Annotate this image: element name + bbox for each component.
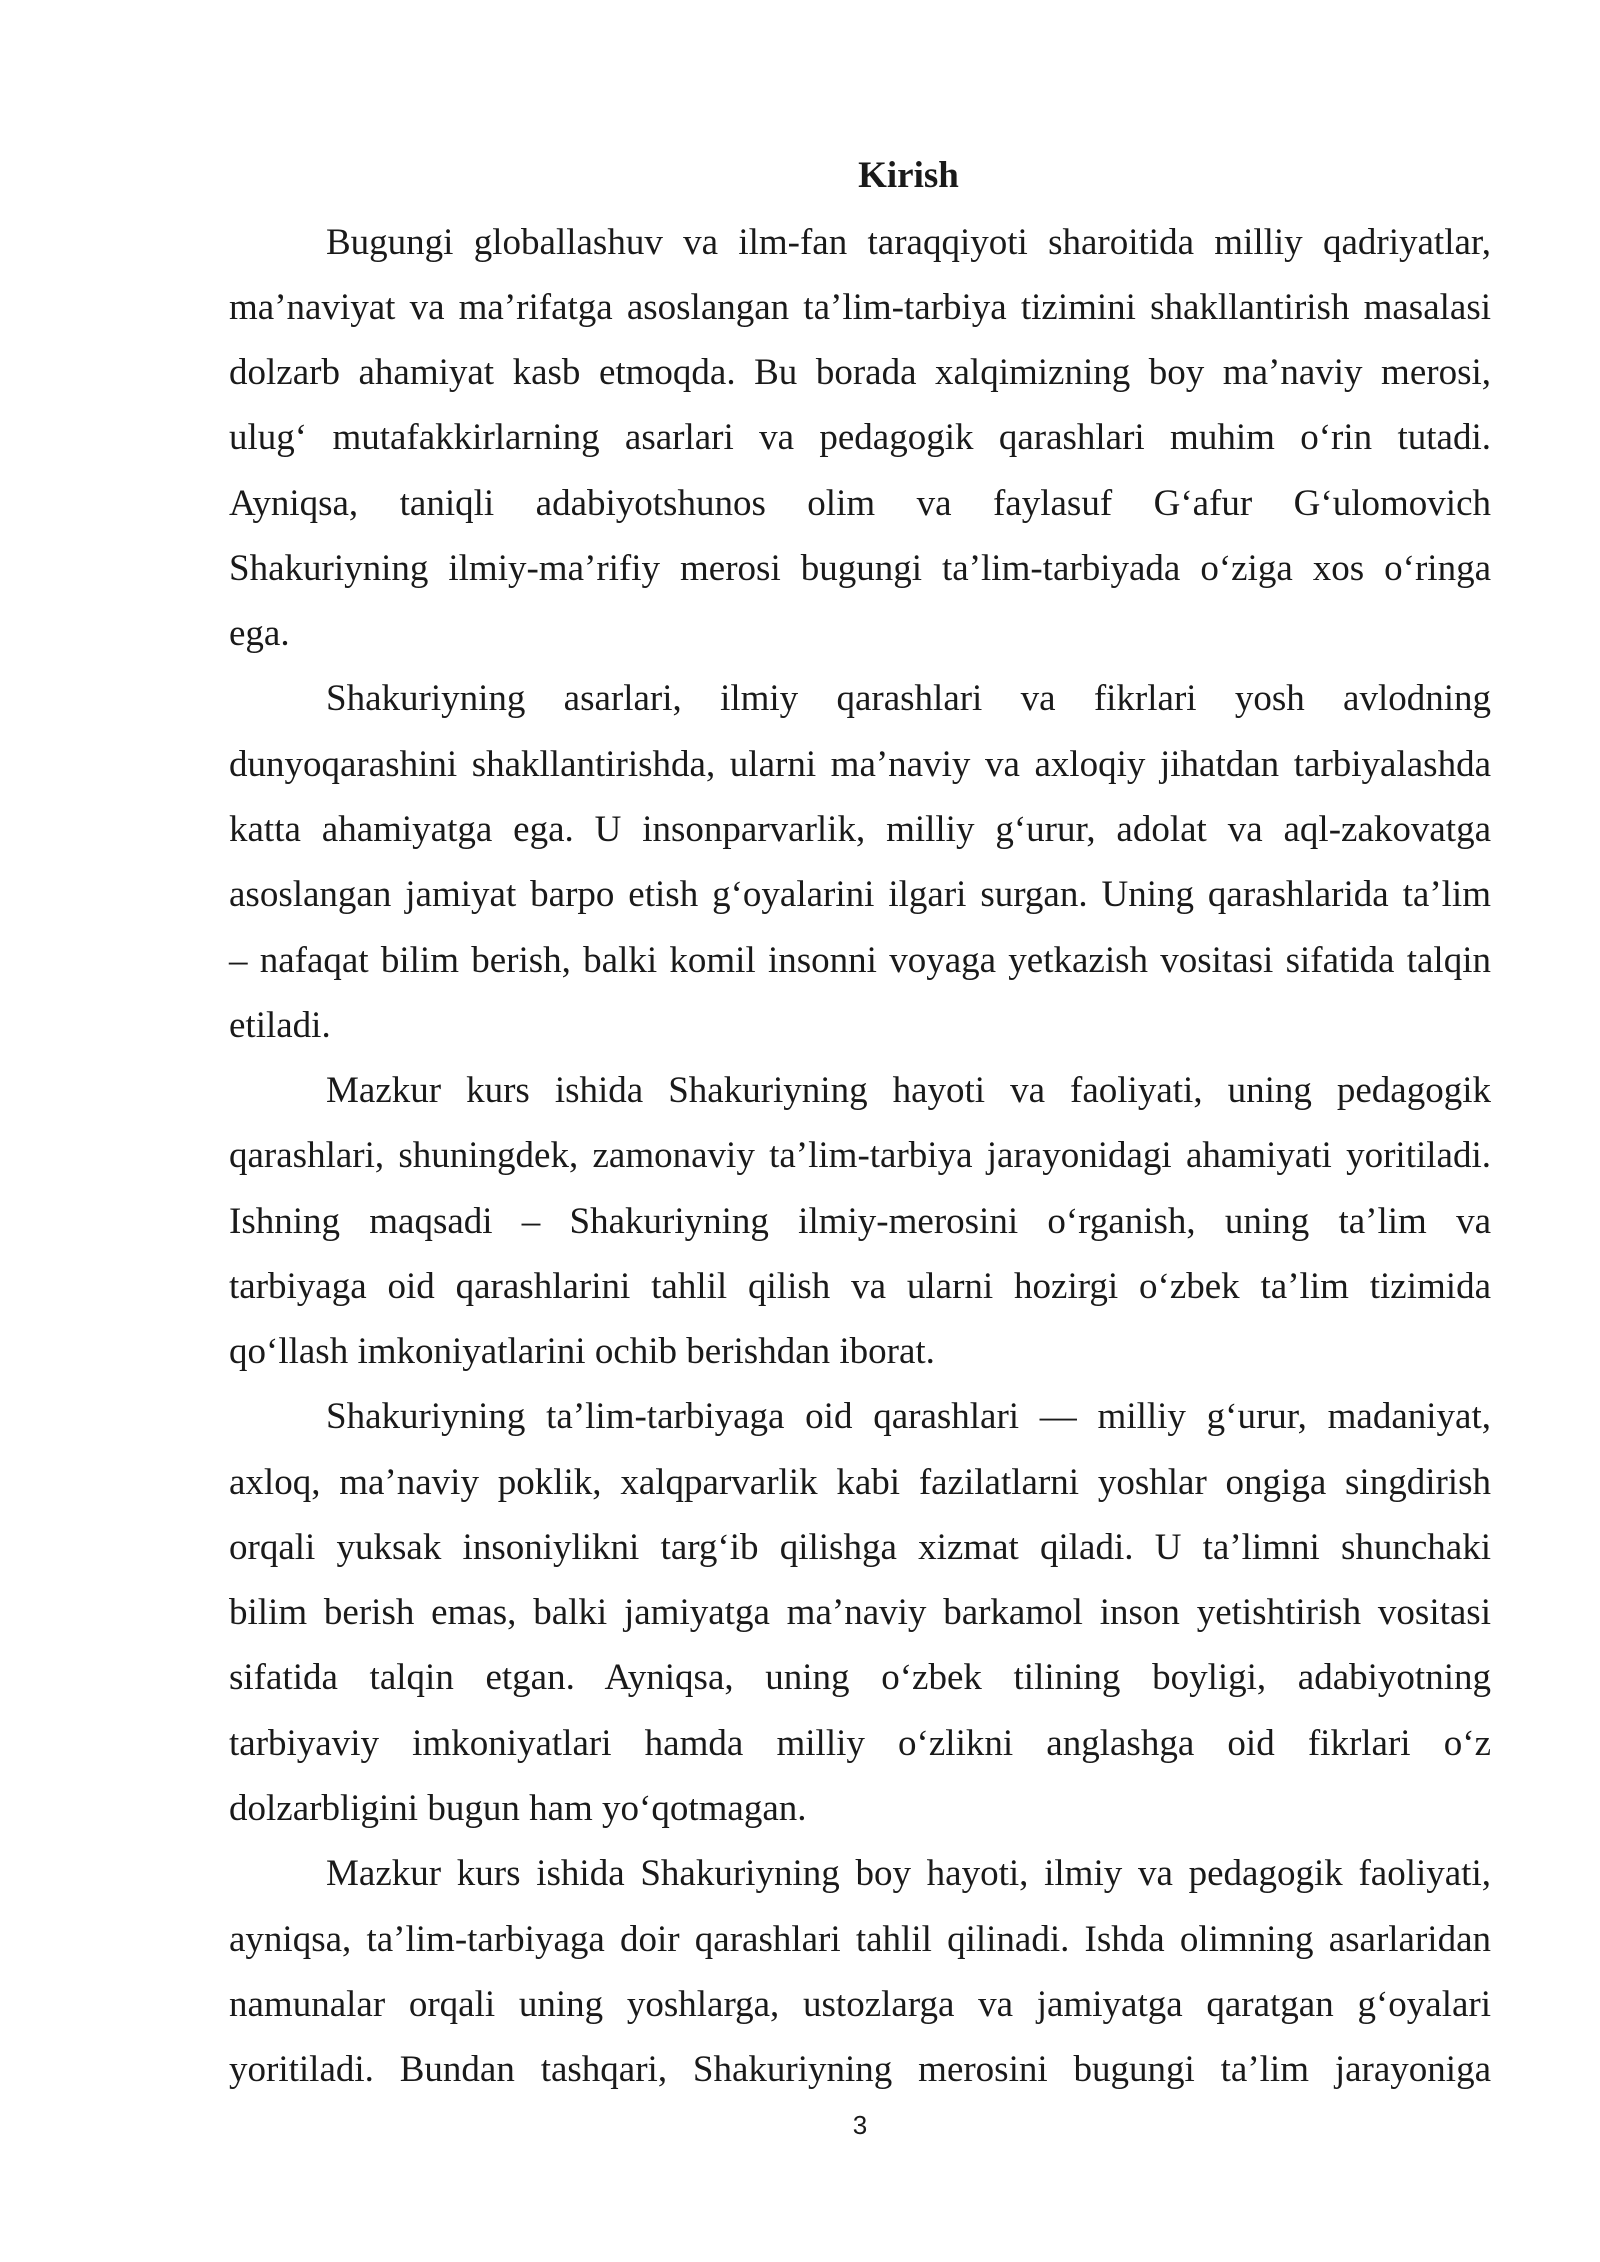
paragraph-line: dunyoqarashini shakllantirishda, ularni ma’naviy va axloqiy jihatdan tarbiyalashda xyxy=(229,743,1491,785)
paragraph-line: orqali yuksak insoniylikni targ‘ib qilishga xizmat qiladi. U ta’limni shunchaki xyxy=(229,1526,1491,1568)
paragraph-line: namunalar orqali uning yoshlarga, ustozlarga va jamiyatga qaratgan g‘oyalari xyxy=(229,1983,1491,2025)
paragraph-4 xyxy=(229,1384,1491,1841)
page-number: 3 xyxy=(852,2110,868,2140)
paragraph-line: ega. xyxy=(229,613,290,655)
paragraph-line: dolzarb ahamiyat kasb etmoqda. Bu borada xalqimizning boy ma’naviy merosi, xyxy=(229,352,1491,394)
paragraph-line: Ishning maqsadi – Shakuriyning ilmiy-merosini o‘rganish, uning ta’lim va xyxy=(229,1200,1491,1242)
paragraph-line: bilim berish emas, balki jamiyatga ma’naviy barkamol inson yetishtirish vositasi xyxy=(229,1592,1491,1634)
paragraph-line: Shakuriyning ilmiy-ma’rifiy merosi bugungi ta’lim-tarbiyada o‘ziga xos o‘ringa xyxy=(229,547,1491,589)
paragraph-line: Bugungi globallashuv va ilm-fan taraqqiyoti sharoitida milliy qadriyatlar, xyxy=(326,221,1491,263)
paragraph-line: ayniqsa, ta’lim-tarbiyaga doir qarashlari tahlil qilinadi. Ishda olimning asarlaridan xyxy=(229,1918,1491,1960)
paragraph-line: asoslangan jamiyat barpo etish g‘oyalarini ilgari surgan. Uning qarashlarida ta’lim xyxy=(229,874,1491,916)
paragraph-line: – nafaqat bilim berish, balki komil insonni voyaga yetkazish vositasi sifatida talqin xyxy=(229,939,1491,981)
paragraph-line: dolzarbligini bugun ham yo‘qotmagan. xyxy=(229,1787,807,1829)
paragraph-line: qo‘llash imkoniyatlarini ochib berishdan iborat. xyxy=(229,1331,935,1373)
paragraph-line: qarashlari, shuningdek, zamonaviy ta’lim-tarbiya jarayonidagi ahamiyati yoritiladi. xyxy=(229,1135,1491,1177)
paragraph-line: Shakuriyning asarlari, ilmiy qarashlari va fikrlari yosh avlodning xyxy=(326,678,1491,720)
paragraph-line: axloq, ma’naviy poklik, xalqparvarlik kabi fazilatlarni yoshlar ongiga singdirish xyxy=(229,1461,1491,1503)
paragraph-line: ulug‘ mutafakkirlarning asarlari va pedagogik qarashlari muhim o‘rin tutadi. xyxy=(229,417,1491,459)
paragraph-line: Shakuriyning ta’lim-tarbiyaga oid qarashlari — milliy g‘urur, madaniyat, xyxy=(326,1396,1491,1438)
paragraph-line: Mazkur kurs ishida Shakuriyning hayoti va faoliyati, uning pedagogik xyxy=(326,1070,1491,1112)
section-title: Kirish xyxy=(858,155,959,196)
paragraph-1 xyxy=(229,210,1491,667)
paragraph-line: Ayniqsa, taniqli adabiyotshunos olim va faylasuf G‘afur G‘ulomovich xyxy=(229,482,1491,524)
paragraph-line: tarbiyaviy imkoniyatlari hamda milliy o‘zlikni anglashga oid fikrlari o‘z xyxy=(229,1722,1491,1764)
paragraph-line: yoritiladi. Bundan tashqari, Shakuriyning merosini bugungi ta’lim jarayoniga xyxy=(229,2049,1491,2091)
paragraph-5 xyxy=(229,1841,1491,2102)
paragraph-line: Mazkur kurs ishida Shakuriyning boy hayoti, ilmiy va pedagogik faoliyati, xyxy=(326,1853,1491,1895)
paragraph-3 xyxy=(229,1058,1491,1384)
paragraph-2 xyxy=(229,666,1491,1058)
paragraph-line: etiladi. xyxy=(229,1004,331,1046)
paragraph-line: sifatida talqin etgan. Ayniqsa, uning o‘zbek tilining boyligi, adabiyotning xyxy=(229,1657,1491,1699)
paragraph-line: ma’naviyat va ma’rifatga asoslangan ta’lim-tarbiya tizimini shakllantirish masalasi xyxy=(229,286,1491,328)
paragraph-line: tarbiyaga oid qarashlarini tahlil qilish va ularni hozirgi o‘zbek ta’lim tizimida xyxy=(229,1265,1491,1307)
paragraph-line: katta ahamiyatga ega. U insonparvarlik, milliy g‘urur, adolat va aql-zakovatga xyxy=(229,808,1491,850)
body-text xyxy=(229,210,1491,2103)
